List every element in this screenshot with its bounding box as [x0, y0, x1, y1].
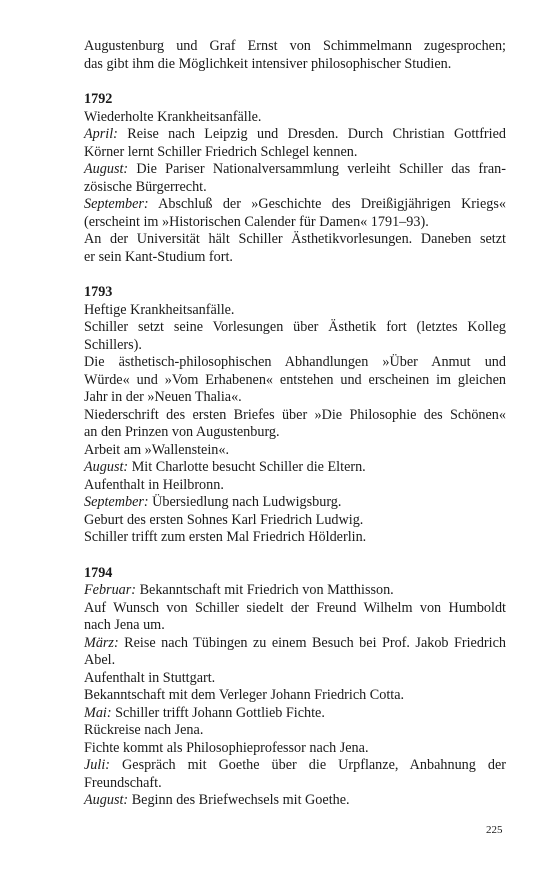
month-label: März:	[84, 634, 119, 651]
text-line	[84, 109, 506, 127]
line-text: Jahr in der »Neuen Thalia«.	[84, 389, 242, 405]
line-text: Schiller setzt seine Vorlesungen über Ästhetik fort (letztes Kolleg	[84, 319, 506, 335]
line-text: Bekanntschaft mit Friedrich von Matthisson.	[136, 582, 394, 598]
text-line	[84, 582, 506, 600]
line-text: Aufenthalt in Stuttgart.	[84, 669, 216, 686]
text-line	[84, 442, 506, 460]
line-text: Geburt des ersten Sohnes Karl Friedrich Ludwig.	[84, 511, 364, 528]
text-line	[84, 687, 506, 705]
year-section-1793	[84, 284, 506, 547]
text-line	[84, 600, 506, 618]
line-text: Körner lernt Schiller Friedrich Schlegel kennen.	[84, 143, 358, 160]
text-line	[84, 407, 506, 425]
text-line	[84, 179, 506, 197]
line-text: Abel.	[84, 652, 116, 668]
text-line	[84, 231, 506, 249]
text-line	[84, 144, 506, 162]
text-line	[84, 740, 506, 758]
line-text: zösische Bürgerrecht.	[84, 178, 207, 195]
line-text: Beginn des Briefwechsels mit Goethe.	[128, 792, 350, 808]
text-line	[84, 354, 506, 372]
text-line	[84, 775, 506, 793]
line-text: an den Prinzen von Augustenburg.	[84, 424, 280, 440]
chronology-page	[84, 38, 506, 810]
year-section-1794	[84, 565, 506, 810]
year-heading: 1792	[84, 91, 113, 107]
text-line	[84, 792, 506, 810]
text-line	[84, 56, 506, 74]
page-number: 225	[486, 824, 503, 836]
text-line	[84, 652, 506, 670]
line-text: Aufenthalt in Heilbronn.	[84, 476, 224, 493]
text-line	[84, 319, 506, 337]
line-text: Reise nach Tübingen zu einem Besuch bei Prof. Jakob Friedrich	[118, 634, 506, 651]
text-line	[84, 126, 506, 144]
line-text: nach Jena um.	[84, 617, 165, 633]
month-label: August:	[84, 792, 129, 808]
text-line	[84, 617, 506, 635]
month-label: April:	[84, 126, 118, 142]
month-label: September:	[84, 494, 149, 510]
year-heading: 1794	[84, 564, 113, 581]
line-text: Fichte kommt als Philosophieprofessor nach Jena.	[84, 739, 369, 756]
line-text: Schiller trifft Johann Gottlieb Fichte.	[111, 704, 325, 721]
line-text: das gibt ihm die Möglichkeit intensiver philosophischer Studien.	[84, 55, 452, 72]
month-label: August:	[84, 161, 129, 177]
line-text: Gespräch mit Goethe über die Urpflanze, Anbahnung der	[110, 757, 506, 773]
month-label: August:	[84, 459, 129, 475]
line-text: Würde« und »Vom Erhabenen« entstehen und erscheinen im gleichen	[84, 371, 506, 388]
text-line	[84, 705, 506, 723]
text-line	[84, 512, 506, 530]
text-line	[84, 214, 506, 232]
line-text: Die Pariser Nationalversammlung verleiht Schiller das fran-	[128, 161, 506, 177]
line-text: Mit Charlotte besucht Schiller die Eltern.	[128, 459, 366, 475]
text-line	[84, 529, 506, 547]
text-line	[84, 38, 506, 56]
line-text: Übersiedlung nach Ludwigsburg.	[148, 494, 342, 510]
month-label: September:	[84, 196, 149, 212]
line-text: Niederschrift des ersten Briefes über »Die Philosophie des Schönen«	[84, 406, 506, 423]
text-line	[84, 670, 506, 688]
text-line	[84, 196, 506, 214]
text-line	[84, 494, 506, 512]
text-line	[84, 302, 506, 320]
line-text: An der Universität hält Schiller Ästhetikvorlesungen. Daneben setzt	[84, 231, 506, 247]
month-label: Juli:	[84, 757, 110, 773]
text-line	[84, 249, 506, 267]
text-line	[84, 635, 506, 653]
line-text: er sein Kant-Studium fort.	[84, 248, 233, 265]
section-gap	[84, 73, 506, 91]
section-gap	[84, 547, 506, 565]
line-text: Heftige Krankheitsanfälle.	[84, 301, 235, 318]
text-line	[84, 424, 506, 442]
year-heading: 1793	[84, 284, 113, 300]
continuation-section	[84, 38, 506, 73]
line-text: Die ästhetisch-philosophischen Abhandlungen »Über Anmut und	[84, 354, 506, 370]
line-text: Auf Wunsch von Schiller siedelt der Freund Wilhelm von Humboldt	[84, 599, 506, 616]
text-line	[84, 337, 506, 355]
text-line	[84, 722, 506, 740]
line-text: Wiederholte Krankheitsanfälle.	[84, 108, 262, 125]
line-text: Bekanntschaft mit dem Verleger Johann Friedrich Cotta.	[84, 687, 405, 703]
month-label: Februar:	[84, 582, 137, 598]
line-text: Schillers).	[84, 336, 142, 353]
text-line	[84, 161, 506, 179]
text-line	[84, 459, 506, 477]
text-line	[84, 757, 506, 775]
line-text: Reise nach Leipzig und Dresden. Durch Christian Gottfried	[117, 126, 506, 142]
text-line	[84, 372, 506, 390]
text-line	[84, 477, 506, 495]
line-text: Schiller trifft zum ersten Mal Friedrich Hölderlin.	[84, 529, 367, 545]
section-gap	[84, 266, 506, 284]
line-text: Arbeit am »Wallenstein«.	[84, 441, 230, 458]
year-section-1792	[84, 91, 506, 266]
line-text: Rückreise nach Jena.	[84, 722, 204, 738]
line-text: Freundschaft.	[84, 774, 162, 791]
text-line	[84, 389, 506, 407]
line-text: (erscheint im »Historischen Calender für Damen« 1791–93).	[84, 213, 429, 230]
month-label: Mai:	[84, 704, 112, 721]
line-text: Augustenburg und Graf Ernst von Schimmelmann zugesprochen;	[84, 38, 506, 54]
line-text: Abschluß der »Geschichte des Dreißigjährigen Kriegs«	[148, 196, 506, 212]
